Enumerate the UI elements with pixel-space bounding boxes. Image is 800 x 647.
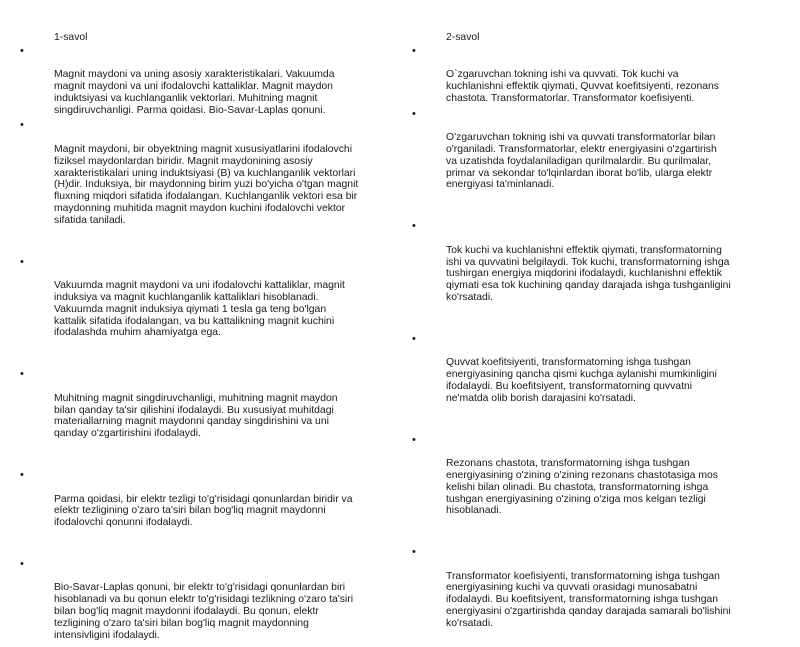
bullet-icon: • — [20, 44, 24, 57]
bullet-icon: • — [412, 44, 416, 57]
list-item — [412, 221, 757, 304]
list-item-text: O'zgaruvchan tokning ishi va quvvati transformatorlar bilan o'rganiladi. Transformatorlar, elektr energiyasini o'zgartirish va uzatishda foydalaniladigan qurilmalardir. Bu qurilmalar, primar va sekondar to'lqinlardan iborat bo'lib, ularga elektr energiyasi ta'minlanadi. — [446, 132, 717, 191]
bullet-icon: • — [20, 468, 24, 481]
list-item-text: Magnit maydoni va uning asosiy xarakteristikalari. Vakuumda magnit maydoni va uni ifodalovchi kattaliklar. Magnit maydon induktsiyasi va kuchlanganlik vektorlari. Muhitning magnit singdiruvchanligi. Parma qoidasi. Bio-Savar-Laplas qonuni. — [54, 69, 335, 116]
right-column — [412, 20, 757, 636]
list-item-text: Transformator koefisiyenti, transformatorning ishga tushgan energiyasining kuchi va quvvati orasidagi munosabatni ifodalaydi. Bu koefitsiyent, transformatorning ishga tushgan energiyasini o'zgartirishda qanday darajada samarali bo'lishini ko'rsatadi. — [446, 570, 731, 629]
bullet-icon: • — [20, 119, 24, 132]
left-column — [20, 20, 365, 647]
list-item-text: Muhitning magnit singdiruvchanligi, muhitning magnit maydon bilan qanday ta'sir qilishini ifodalaydi. Bu xususiyat muhitdagi materiallarning magnit maydonni qanday singdirishini va uni qanday o'zgartirishini ifodalaydi. — [54, 392, 338, 440]
bullet-icon: • — [412, 220, 416, 233]
list-item — [412, 547, 757, 630]
list-item — [412, 435, 757, 518]
list-item — [412, 109, 757, 192]
list-item-text: Rezonans chastota, transformatorning ishga tushgan energiyasining o'zining o'zining rezonans chastotasiga mos kelishi bilan olinadi. Bu chastota, transformatorning ishga tushgan energiyasining o'zining o'ziga mos kelgan tezligi hisoblanadi. — [446, 458, 718, 517]
bullet-icon: • — [412, 107, 416, 120]
list-item-text: Magnit maydoni, bir obyektning magnit xususiyatlarini ifodalovchi fiziksel maydonlardan biridir. Magnit maydonining asosiy xarakteristikalari uning induktsiyasi (B) va kuchlanganlik vektorlari (H)dir. Induksiya, bir maydonning birim yuzi bo'yicha o'tgan magnit fluxning miqdori sifatida ifodalangan. Kuchlanganlik vektori esa bir maydonning muhitida magnit maydon kuchini ifodalovchi vektor sifatida taniladi. — [54, 143, 359, 226]
bullet-icon: • — [412, 332, 416, 345]
list-item — [412, 334, 757, 405]
list-item-text: O`zgaruvchan tokning ishi va quvvati. Tok kuchi va kuchlanishni effektik qiymati, Quvvat koefitsiyenti, rezonans chastota. Transformatorlar. Transformator koefisiyenti. — [446, 69, 719, 104]
list-item — [20, 470, 365, 529]
list-item-text: Parma qoidasi, bir elektr tezligi to'g'risidagi qonunlardan biridir va elektr tezligining o'zaro ta'siri bilan bog'liq magnit maydonni ifodalovchi qonunni ifodalaydi. — [54, 493, 353, 529]
bullet-icon: • — [412, 546, 416, 559]
question-2-title — [412, 20, 757, 44]
question-1-title-text: 1-savol — [54, 31, 88, 43]
list-item-text: Vakuumda magnit maydoni va uni ifodalovchi kattaliklar, magnit induksiya va magnit kuchlanganlik kattaliklari hisoblanadi. Vakuumda magnit induksiya qiymati 1 tesla ga teng bo'lgan kattalik sifatida ifodalangan, va bu kattalikning magnit kuchini ifodalashda muhim ahamiyatga ega. — [54, 280, 345, 339]
list-item — [20, 46, 365, 117]
question-2-title-text: 2-savol — [446, 31, 480, 43]
list-item — [20, 257, 365, 340]
bullet-icon: • — [20, 557, 24, 570]
bullet-icon: • — [20, 255, 24, 268]
list-item-text: Tok kuchi va kuchlanishni effektik qiymati, transformatorning ishi va quvvatini belgilaydi. Tok kuchi, transformatorning ishga tushirgan energiya miqdorini ifodalaydi, kuchlanishni effektik qiymati esa tok kuchining qanday darajada ishga tushganligini ko'rsatadi. — [446, 244, 731, 303]
question-1-title — [20, 20, 365, 44]
list-item-text: Bio-Savar-Laplas qonuni, bir elektr to'g'risidagi qonunlardan biri hisoblanadi va bu qonun elektr to'g'risidagi tezlikning o'zaro ta'siri bilan bog'liq magnit maydonni ifodalaydi. Bu qonun, elektr tezligining o'zaro ta'siri bilan bog'liq magnit maydonning intensivligini ifodalaydi. — [54, 582, 354, 641]
list-item — [412, 46, 757, 105]
bullet-icon: • — [412, 433, 416, 446]
list-item — [20, 559, 365, 642]
list-item — [20, 369, 365, 440]
list-item-text: Quvvat koefitsiyenti, transformatorning ishga tushgan energiyasining qancha qismi kuchga aylanishi mumkinligini ifodalaydi. Bu koefitsiyent, transformatorning quvvatni ne'matda olib borish darajasini ko'rsatadi. — [446, 357, 717, 404]
list-item — [20, 120, 365, 226]
bullet-icon: • — [20, 368, 24, 381]
